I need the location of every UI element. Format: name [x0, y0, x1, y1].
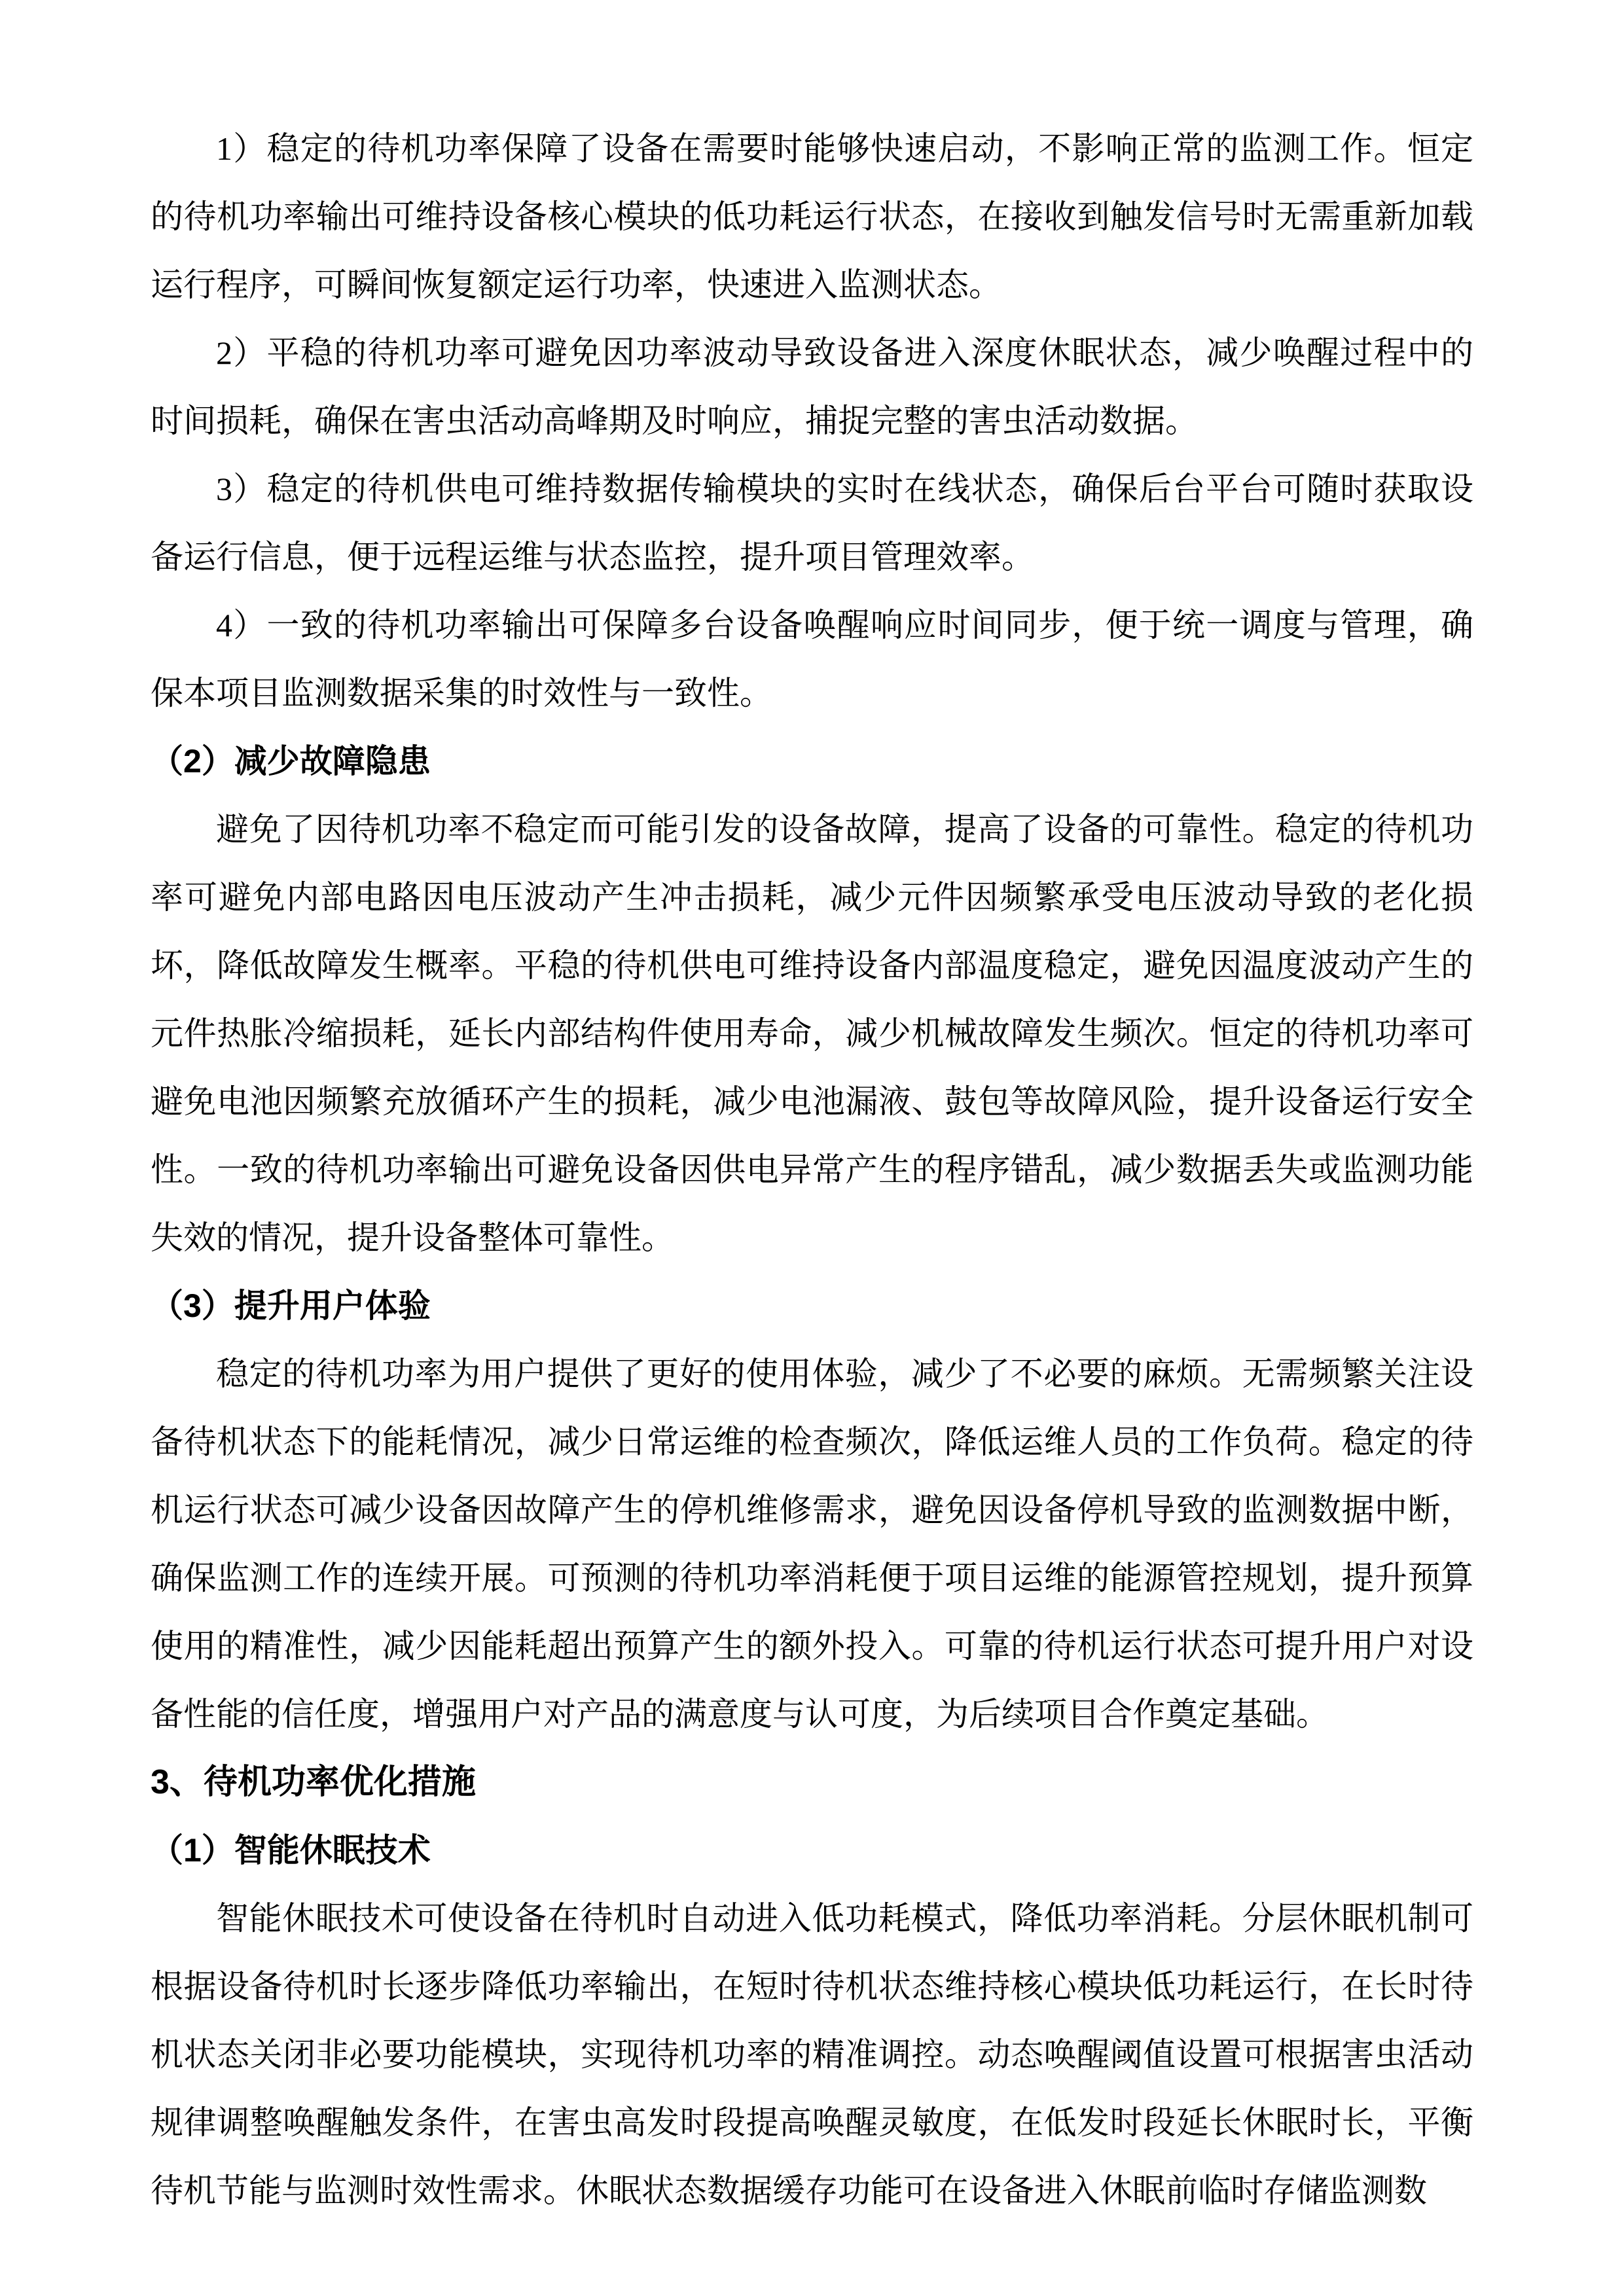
section-heading: （3）提升用户体验: [151, 1287, 431, 1324]
paragraph: 1）稳定的待机功率保障了设备在需要时能够快速启动，不影响正常的监测工作。恒定的待机功率输出可维持设备核心模块的低功耗运行状态，在接收到触发信号时无需重新加载运行程序，可瞬间恢复额定运行功率，快速进入监测状态。: [151, 130, 1473, 303]
paragraph: 避免了因待机功率不稳定而可能引发的设备故障，提高了设备的可靠性。稳定的待机功率可避免内部电路因电压波动产生冲击损耗，减少元件因频繁承受电压波动导致的老化损坏，降低故障发生概率。平稳的待机供电可维持设备内部温度稳定，避免因温度波动产生的元件热胀冷缩损耗，延长内部结构件使用寿命，减少机械故障发生频次。恒定的待机功率可避免电池因频繁充放循环产生的损耗，减少电池漏液、鼓包等故障风险，提升设备运行安全性。一致的待机功率输出可避免设备因供电异常产生的程序错乱，减少数据丢失或监测功能失效的情况，提升设备整体可靠性。: [151, 811, 1473, 1256]
section-heading: （2）减少故障隐患: [151, 743, 431, 780]
section-heading: 3、待机功率优化措施: [151, 1763, 476, 1801]
paragraph: 2）平稳的待机功率可避免因功率波动导致设备进入深度休眠状态，减少唤醒过程中的时间损耗，确保在害虫活动高峰期及时响应，捕捉完整的害虫活动数据。: [151, 334, 1473, 439]
paragraph: 稳定的待机功率为用户提供了更好的使用体验，减少了不必要的麻烦。无需频繁关注设备待机状态下的能耗情况，减少日常运维的检查频次，降低运维人员的工作负荷。稳定的待机运行状态可减少设备因故障产生的停机维修需求，避免因设备停机导致的监测数据中断，确保监测工作的连续开展。可预测的待机功率消耗便于项目运维的能源管控规划，提升预算使用的精准性，减少因能耗超出预算产生的额外投入。可靠的待机运行状态可提升用户对设备性能的信任度，增强用户对产品的满意度与认可度，为后续项目合作奠定基础。: [151, 1355, 1473, 1732]
document-content: [151, 115, 1473, 2225]
section-heading: （1）智能休眠技术: [151, 1832, 431, 1869]
paragraph: 智能休眠技术可使设备在待机时自动进入低功耗模式，降低功率消耗。分层休眠机制可根据设备待机时长逐步降低功率输出，在短时待机状态维持核心模块低功耗运行，在长时待机状态关闭非必要功能模块，实现待机功率的精准调控。动态唤醒阈值设置可根据害虫活动规律调整唤醒触发条件，在害虫高发时段提高唤醒灵敏度，在低发时段延长休眠时长，平衡待机节能与监测时效性需求。休眠状态数据缓存功能可在设备进入休眠前临时存储监测数: [151, 1900, 1473, 2209]
paragraph: 4）一致的待机功率输出可保障多台设备唤醒响应时间同步，便于统一调度与管理，确保本项目监测数据采集的时效性与一致性。: [151, 607, 1473, 711]
paragraph: 3）稳定的待机供电可维持数据传输模块的实时在线状态，确保后台平台可随时获取设备运行信息，便于远程运维与状态监控，提升项目管理效率。: [151, 471, 1473, 575]
